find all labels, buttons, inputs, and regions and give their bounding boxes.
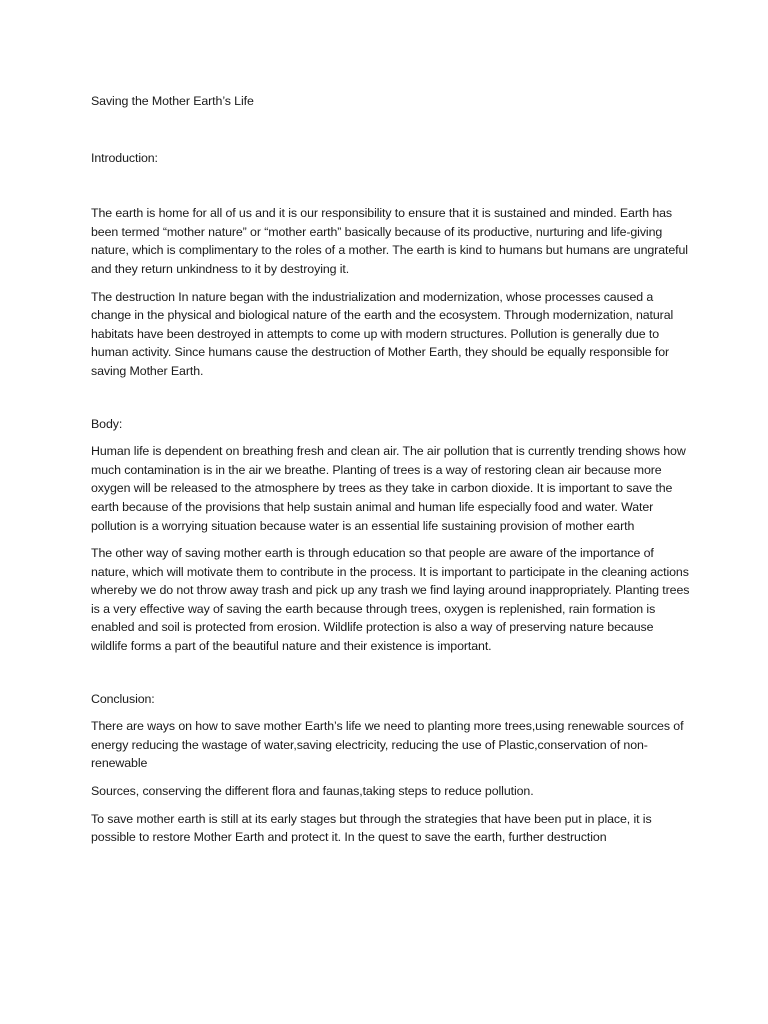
document-body (91, 92, 691, 856)
conclusion-heading: Conclusion: (91, 691, 155, 706)
document-title: Saving the Mother Earth’s Life (91, 94, 254, 108)
introduction-heading: Introduction: (91, 150, 158, 165)
conclusion-paragraph-2: Sources, conserving the different flora and faunas,taking steps to reduce pollution. (91, 784, 534, 799)
body-heading: Body: (91, 416, 123, 431)
body-paragraph-2: The other way of saving mother earth is through education so that people are aware of the importance of nature, which will motivate them to contribute in the process. It is important to participate in the cleaning actions whereby we do not throw away trash and pick up any trash we find laying around inappropriately. Planting trees is a very effective way of saving the earth because through trees, oxygen is replenished, rain formation is enabled and soil is protected from erosion. Wildlife protection is also a way of preserving nature because wildlife forms a part of the beautiful nature and their existence is important. (91, 546, 690, 654)
introduction-paragraph-2: The destruction In nature began with the industrialization and modernization, whose processes caused a change in the physical and biological nature of the earth and the ecosystem. Through modernization, natural habitats have been destroyed in attempts to come up with modern structures. Pollution is generally due to human activity. Since humans cause the destruction of Mother Earth, they should be equally responsible for saving Mother Earth. (91, 289, 674, 378)
body-paragraph-1: Human life is dependent on breathing fresh and clean air. The air pollution that is currently trending shows how much contamination is in the air we breathe. Planting of trees is a way of restoring clean air because more oxygen will be released to the atmosphere by trees as they take in carbon dioxide. It is important to save the earth because of the provisions that help sustain animal and human life especially food and water. Water pollution is a worrying situation because water is an essential life sustaining provision of mother earth (91, 444, 686, 533)
conclusion-paragraph-3: To save mother earth is still at its early stages but through the strategies that have been put in place, it is possible to restore Mother Earth and protect it. In the quest to save the earth, further destruction (91, 811, 652, 845)
introduction-paragraph-1: The earth is home for all of us and it is our responsibility to ensure that it is sustained and minded. Earth has been termed “mother nature” or “mother earth” basically because of its productive, nurturing and life-giving nature, which is complimentary to the roles of a mother. The earth is kind to humans but humans are ungrateful and they return unkindness to it by destroying it. (91, 206, 688, 276)
conclusion-paragraph-1: There are ways on how to save mother Earth’s life we need to planting more trees,using renewable sources of energy reducing the wastage of water,saving electricity, reducing the use of Plastic,conservation of non-renewable (91, 719, 684, 771)
